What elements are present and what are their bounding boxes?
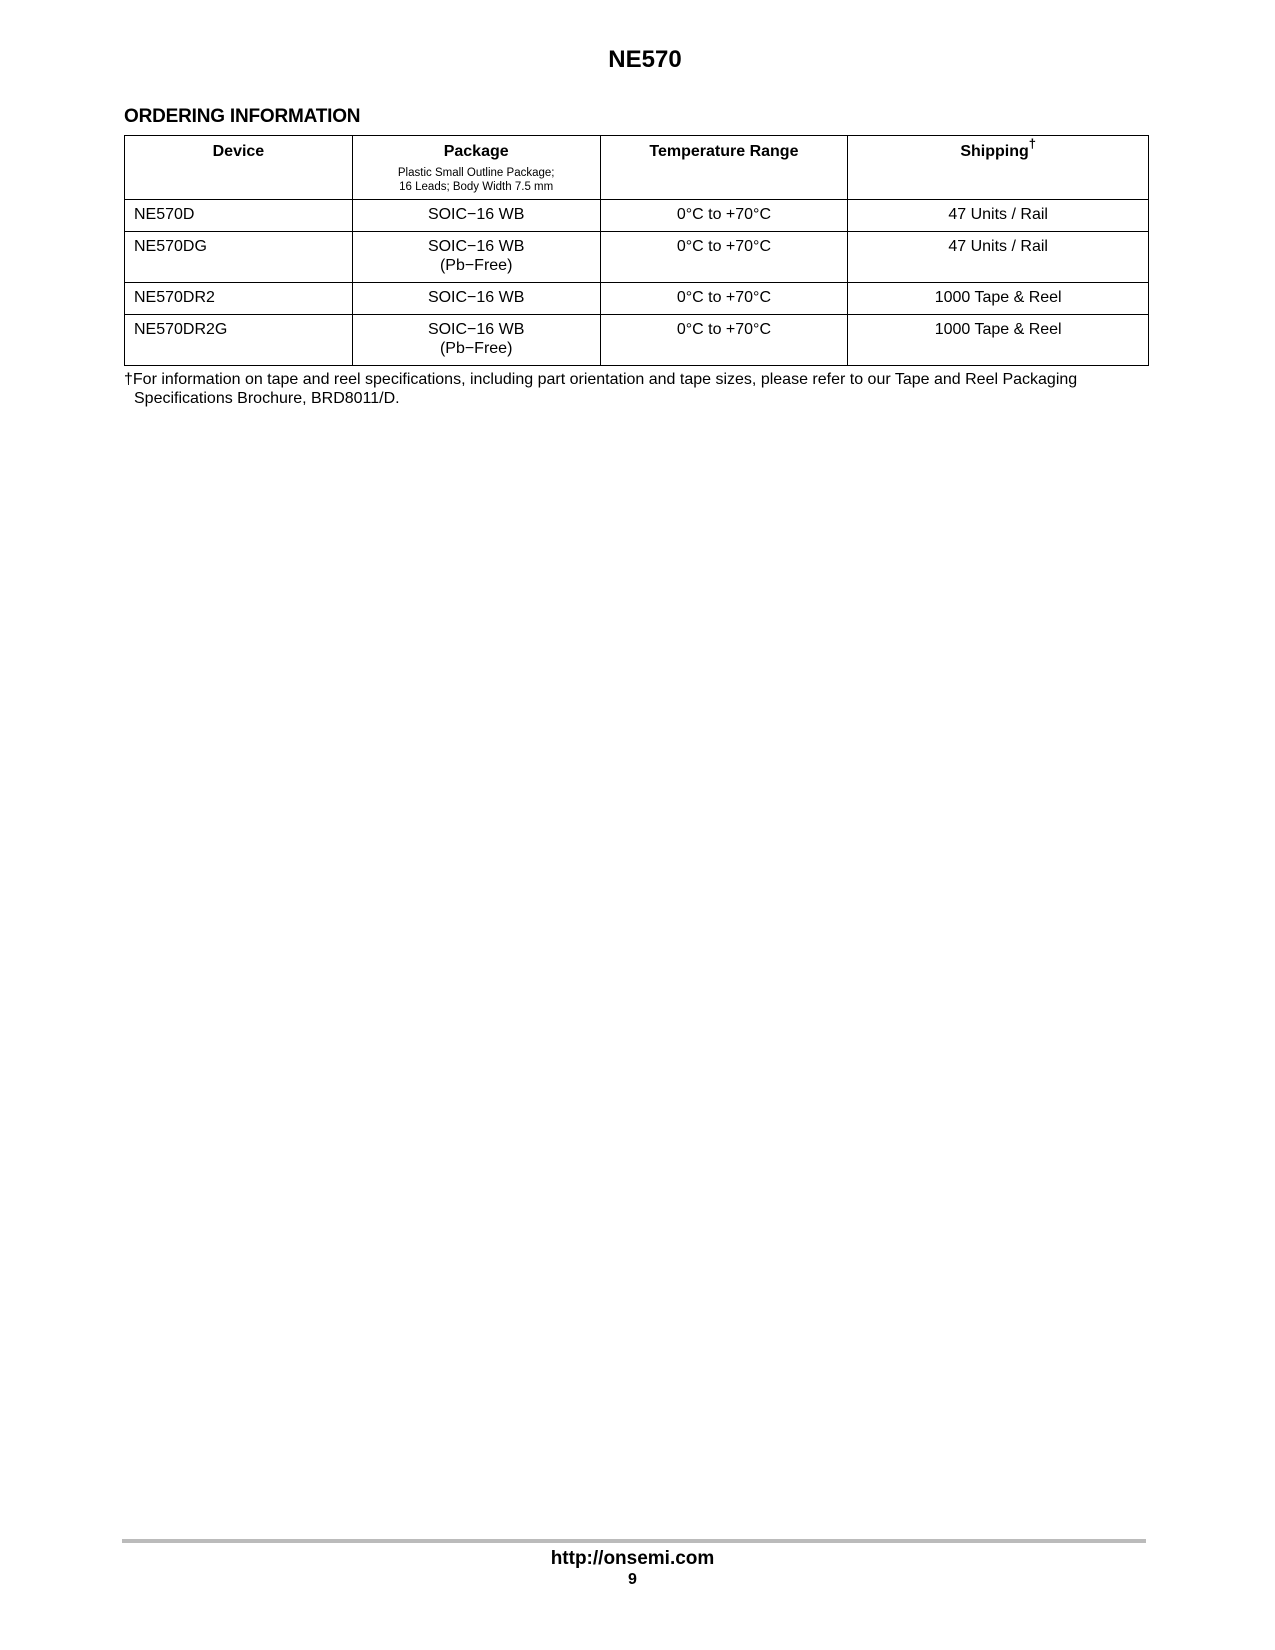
device-cell: NE570D [125,200,353,232]
table-row [125,232,1149,283]
temperature-cell: 0°C to +70°C [600,232,848,283]
shipping-cell: 1000 Tape & Reel [848,315,1149,366]
page-title: NE570 [608,46,682,73]
shipping-footnote [124,370,1148,408]
shipping-cell: 47 Units / Rail [848,232,1149,283]
shipping-cell: 47 Units / Rail [848,200,1149,232]
header-package [352,136,600,200]
header-temperature-label: Temperature Range [649,143,799,160]
page-number: 9 [628,1571,637,1588]
package-variant: (Pb−Free) [439,257,513,274]
device-cell: NE570DR2 [125,283,353,315]
header-package-label: Package [443,143,509,160]
footer-url: http://onsemi.com [550,1548,715,1569]
section-title: ORDERING INFORMATION [124,106,361,127]
temperature-cell: 0°C to +70°C [600,200,848,232]
device-cell: NE570DR2G [125,315,353,366]
shipping-footnote-mark: † [1028,135,1036,151]
device-cell: NE570DG [125,232,353,283]
footnote-line-2: Specifications Brochure, BRD8011/D. [134,390,400,407]
table-row [125,283,1149,315]
package-cell [352,283,600,315]
footer-divider [122,1539,1146,1543]
header-package-description-line-2: 16 Leads; Body Width 7.5 mm [399,181,554,193]
package-name: SOIC−16 WB [427,206,525,223]
package-name: SOIC−16 WB [427,289,525,306]
package-name: SOIC−16 WB [427,321,525,338]
package-cell [352,200,600,232]
header-package-description [353,166,600,194]
package-name: SOIC−16 WB [427,238,525,255]
header-package-description-line-1: Plastic Small Outline Package; [397,167,555,179]
header-device-label: Device [212,143,265,160]
package-cell [352,315,600,366]
package-cell [352,232,600,283]
footnote-line-1: †For information on tape and reel specifications, including part orientation and tape sizes, please refer to our Tape and Reel Packaging [124,371,1078,388]
header-device [125,136,353,200]
table-header-row [125,136,1149,200]
shipping-cell: 1000 Tape & Reel [848,283,1149,315]
temperature-cell: 0°C to +70°C [600,283,848,315]
header-shipping-label: Shipping [960,143,1029,160]
header-shipping [848,136,1149,200]
ordering-information-table [124,135,1149,366]
temperature-cell: 0°C to +70°C [600,315,848,366]
header-temperature [600,136,848,200]
table-row [125,315,1149,366]
table-row [125,200,1149,232]
package-variant: (Pb−Free) [439,340,513,357]
